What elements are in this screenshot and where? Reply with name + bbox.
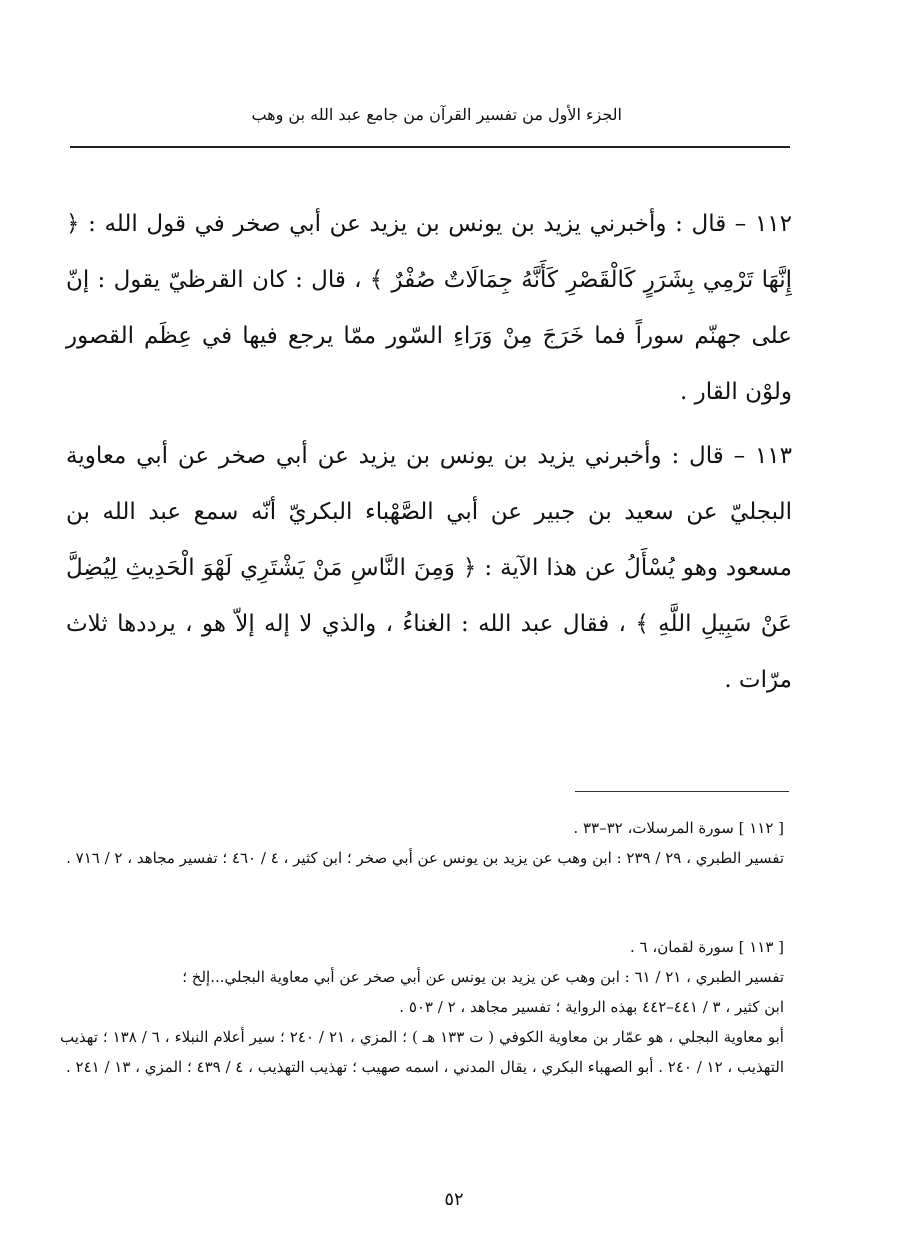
footnote-112-source: [ ١١٢ ] سورة المرسلات، ٣٢–٣٣ . (573, 819, 784, 837)
footnote-divider (575, 791, 789, 792)
paragraph-112: ١١٢ – قال : وأخبرني يزيد بن يونس بن يزيد عن أبي صخر في قول الله : ﴿ إِنَّهَا تَرْمِي بِشَرَرٍ كَالْقَصْرِ كَأَنَّهُ جِمَالَاتٌ صُفْرٌ ﴾ ، قال : كان القرظيّ يقول : إنّ على جهنّم سوراً فما خَرَجَ مِنْ وَرَاءِ السّور ممّا يرجع فيها في عِظَم القصور ولوْن القار . (66, 211, 792, 405)
footnote-113-source: [ ١١٣ ] سورة لقمان، ٦ . (629, 938, 784, 956)
header-divider (70, 146, 790, 148)
page-number: ٥٢ (444, 1189, 464, 1210)
paragraph-113: ١١٣ – قال : وأخبرني يزيد بن يونس بن يزيد عن أبي صخر عن أبي معاوية البجليّ عن سعيد بن جبير عن أبي الصَّهْباء البكريّ أنّه سمع عبد الله بن مسعود وهو يُسْأَلُ عن هذا الآية : ﴿ وَمِنَ النَّاسِ مَنْ يَشْتَرِي لَهْوَ الْحَدِيثِ لِيُضِلَّ عَنْ سَبِيلِ اللَّهِ ﴾ ، فقال عبد الله : الغناءُ ، والذي لا إله إلاّ هو ، يرددها ثلاث مرّات . (66, 443, 792, 693)
footnote-113-ibn-kathir: ابن كثير ، ٣ / ٤٤١–٤٤٢ بهذه الرواية ؛ تفسير مجاهد ، ٢ / ٥٠٣ . (399, 998, 784, 1016)
footnote-113-tafsir: تفسير الطبري ، ٢١ / ٦١ : ابن وهب عن يزيد بن يونس عن أبي صخر عن أبي معاوية البجلي...إلخ ؛ (182, 968, 784, 986)
running-header: الجزء الأول من تفسير القرآن من جامع عبد الله بن وهب (251, 105, 622, 124)
footnote-113-narrators: أبو معاوية البجلي ، هو عمّار بن معاوية الكوفي ( ت ١٣٣ هـ ) ؛ المزي ، ٢١ / ٢٤٠ ؛ سير أعلام النبلاء ، ٦ / ١٣٨ ؛ تهذيب التهذيب ، ١٢ / ٢٤٠ . أبو الصهباء البكري ، يقال المدني ، اسمه صهيب ؛ تهذيب التهذيب ، ٤ / ٤٣٩ ؛ المزي ، ١٣ / ٢٤١ . (60, 1028, 784, 1076)
footnote-112-references: تفسير الطبري ، ٢٩ / ٢٣٩ : ابن وهب عن يزيد بن يونس عن أبي صخر ؛ ابن كثير ، ٤ / ٤٦٠ ؛ تفسير مجاهد ، ٢ / ٧١٦ . (66, 849, 784, 867)
footnote-112 (60, 813, 784, 873)
footnote-113 (60, 932, 784, 1082)
